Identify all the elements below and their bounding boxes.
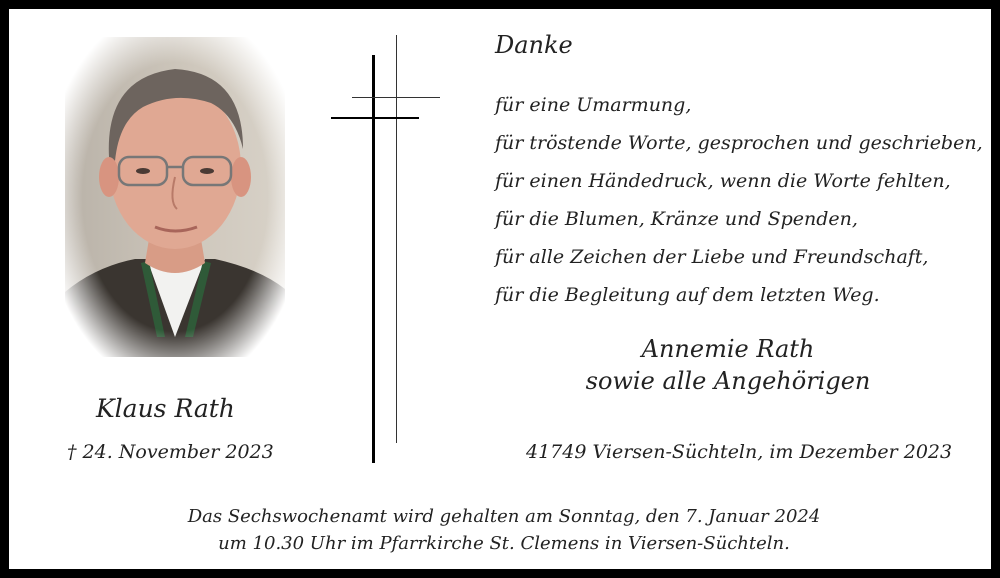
thanks-lines: [495, 86, 983, 314]
deceased-name: Klaus Rath: [96, 394, 235, 423]
thanks-line: für eine Umarmung,: [495, 94, 692, 116]
death-date: † 24. November 2023: [67, 441, 274, 463]
service-notice-line-1: Das Sechswochenamt wird gehalten am Sonntag, den 7. Januar 2024: [187, 506, 821, 527]
signature-line-2: sowie alle Angehörigen: [585, 367, 871, 395]
place-date: 41749 Viersen-Süchteln, im Dezember 2023: [526, 441, 953, 463]
thanks-line: für einen Händedruck, wenn die Worte fehlten,: [495, 170, 951, 192]
thanks-line: für alle Zeichen der Liebe und Freundschaft,: [495, 246, 929, 268]
thanks-line: für die Blumen, Kränze und Spenden,: [495, 208, 858, 230]
thanks-heading: Danke: [495, 31, 573, 59]
service-notice-line-2: um 10.30 Uhr im Pfarrkirche St. Clemens in Viersen-Süchteln.: [218, 533, 790, 554]
signature-line-1: Annemie Rath: [641, 335, 815, 363]
portrait-photo: [65, 37, 285, 357]
thanks-line: für die Begleitung auf dem letzten Weg.: [495, 284, 880, 306]
service-notice: [13, 503, 995, 557]
notice-content: [13, 13, 987, 565]
notice-frame: [9, 9, 991, 569]
signature: [558, 333, 898, 397]
thanks-line: für tröstende Worte, gesprochen und geschrieben,: [495, 132, 983, 154]
